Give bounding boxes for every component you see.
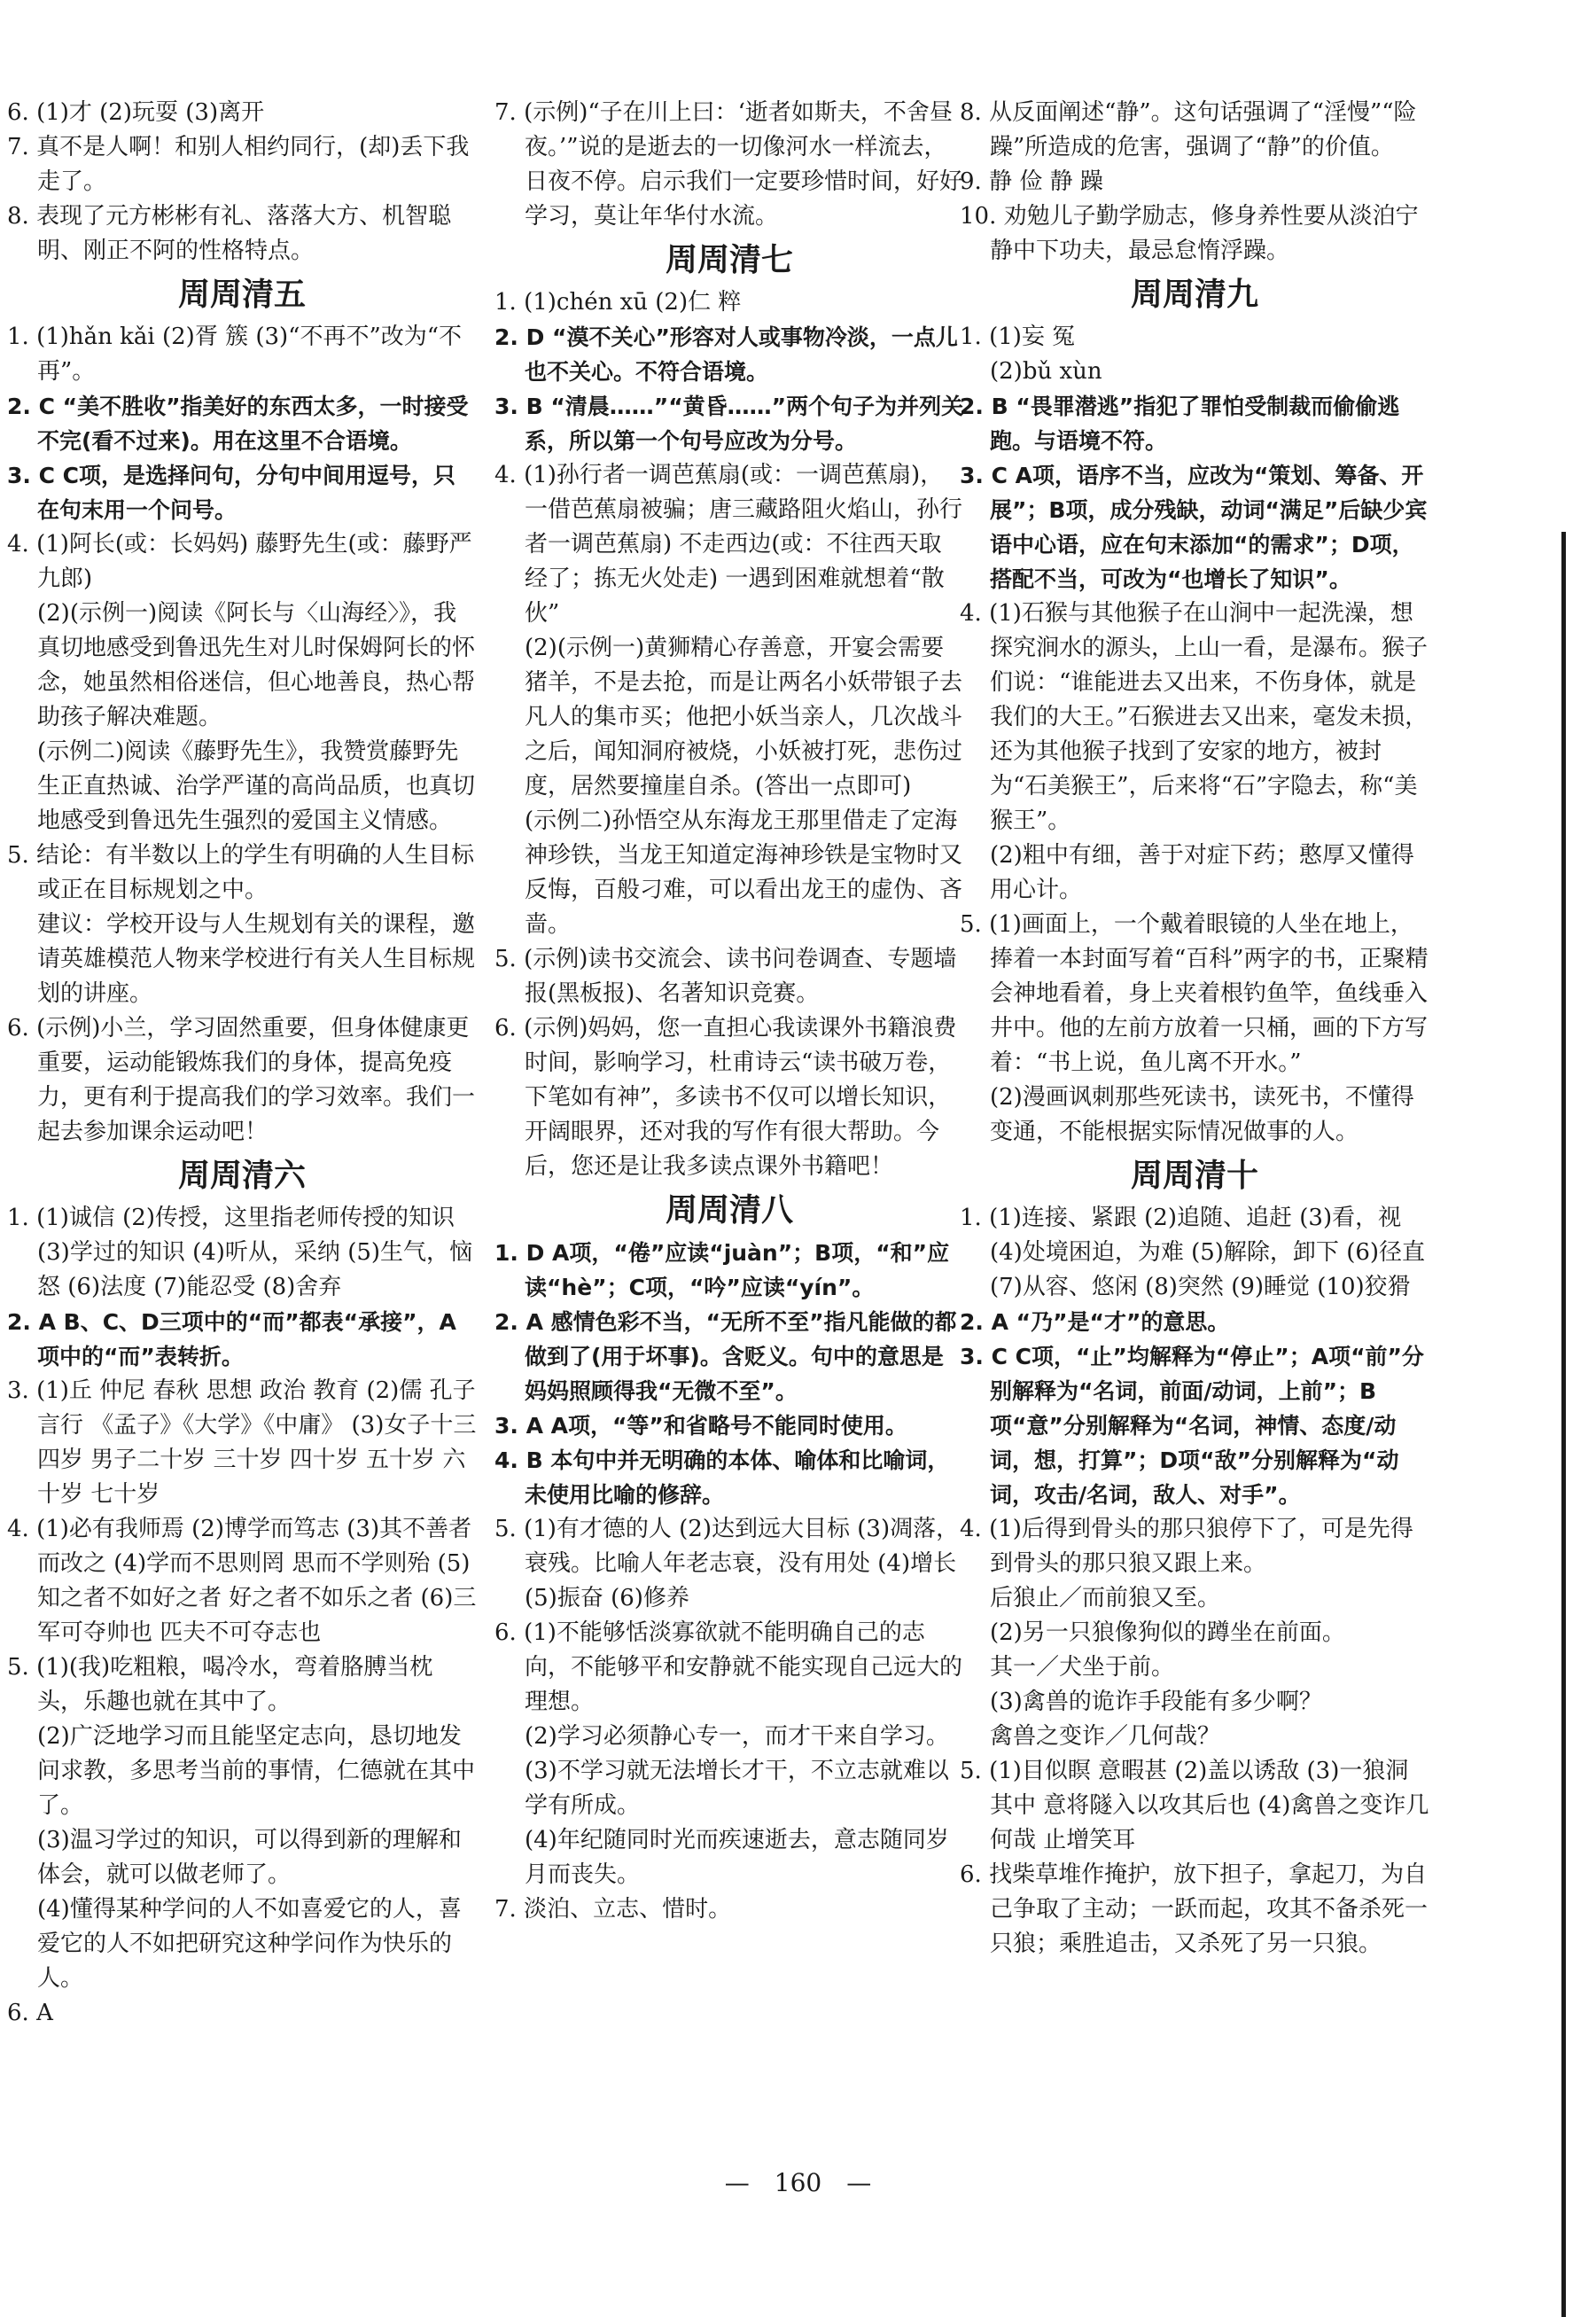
- answer-subline: (2)漫画讽刺那些死读书，读死书，不懂得变通，不能根据实际情况做事的人。: [990, 1084, 1414, 1145]
- answer-line: 5. (1)有才德的人 (2)达到远大目标 (3)凋落，衰残。比喻人年老志衰，没有用处 (4)增长 (5)振奋 (6)修养: [494, 1516, 960, 1611]
- answer-line: 6. 找柴草堆作掩护，放下担子，拿起刀，为自己争取了主动；一跃而起，攻其不备杀死一只狼；乘胜追击，又杀死了另一只狼。: [960, 1861, 1429, 1957]
- answer-line: 4. (1)必有我师焉 (2)博学而笃志 (3)其不善者而改之 (4)学而不思则罔 思而不学则殆 (5)知之者不如好之者 好之者不如乐之者 (6)三军可夺帅也 匹夫不可夺志也: [7, 1516, 477, 1646]
- answer-item: [7, 1305, 477, 1374]
- answer-item: [494, 1408, 964, 1443]
- answer-line: 3. C A项，语序不当，应改为“策划、筹备、开展”；B项，成分残缺，动词“满足”后缺少宾语中心语，应在句末添加“的需求”；D项，搭配不当，可改为“也增长了知识”。: [960, 463, 1428, 592]
- answer-line: 4. (1)阿长(或：长妈妈) 藤野先生(或：藤野严九郎): [7, 531, 472, 592]
- answer-subline: 禽兽之变诈／几何哉？: [990, 1723, 1221, 1750]
- answer-line: 2. A B、C、D三项中的“而”都表“承接”，A项中的“而”表转折。: [7, 1309, 456, 1369]
- answer-item: [494, 389, 964, 458]
- page-number-value: 160: [774, 2168, 822, 2197]
- answer-line: 9. 静 俭 静 躁: [960, 168, 1103, 195]
- answer-item: [494, 1616, 964, 1892]
- answer-line: 3. (1)丘 仲尼 春秋 思想 政治 教育 (2)儒 孔子 言行 《孟子》《大学》《中庸》 (3)女子十三四岁 男子二十岁 三十岁 四十岁 五十岁 六十岁 七十岁: [7, 1377, 477, 1508]
- answer-item: [960, 165, 1429, 199]
- answer-subline: 后狼止／而前狼又至。: [990, 1585, 1221, 1611]
- answer-item: [7, 1201, 477, 1305]
- answer-item: [7, 839, 477, 1011]
- answer-subline: 建议：学校开设与人生规划有关的课程，邀请英雄模范人物来学校进行有关人生目标规划的讲座。: [37, 911, 476, 1007]
- answer-line: 1. (1)chén xū (2)仁 粹: [494, 289, 742, 316]
- answer-line: 5. (1)画面上，一个戴着眼镜的人坐在地上，捧着一本封面写着“百科”两字的书，正聚精会神地看着，身上夹着根钓鱼竿，鱼线垂入井中。他的左前方放着一只桶，画的下方写着：“书上说，鱼儿离不开水。”: [960, 911, 1429, 1076]
- answer-item: [960, 1305, 1429, 1339]
- answer-item: [960, 1754, 1429, 1858]
- answer-item: [960, 908, 1429, 1150]
- answer-item: [960, 199, 1429, 269]
- answer-item: [7, 130, 477, 199]
- answer-subline: (3)温习学过的知识，可以得到新的理解和体会，就可以做老师了。: [37, 1827, 462, 1888]
- answer-subline: (示例二)阅读《藤野先生》，我赞赏藤野先生正直热诚、治学严谨的高尚品质，也真切地感受到鲁迅先生强烈的爱国主义情感。: [37, 738, 476, 834]
- answer-subline: (示例二)孙悟空从东海龙王那里借走了定海神珍铁，当龙王知道定海神珍铁是宝物时又反悔，百般刁难，可以看出龙王的虚伪、吝啬。: [525, 807, 963, 938]
- answer-item: [494, 1892, 964, 1927]
- answer-item: [494, 942, 964, 1011]
- answer-item: [960, 597, 1429, 908]
- section-heading: 周周清七: [665, 242, 793, 278]
- answer-subline: (3)禽兽的诡诈手段能有多少啊？: [990, 1689, 1322, 1715]
- answer-item: [7, 1011, 477, 1150]
- answer-subline: (3)不学习就无法增长才干，不立志就难以学有所成。: [525, 1758, 949, 1819]
- answer-line: 5. (示例)读书交流会、读书问卷调查、专题墙报(黑板报)、名著知识竞赛。: [494, 946, 957, 1007]
- answer-column-3: [960, 96, 1429, 1962]
- answer-item: [494, 320, 964, 389]
- answer-line: 5. 结论：有半数以上的学生有明确的人生目标或正在目标规划之中。: [7, 842, 475, 903]
- answer-item: [494, 458, 964, 942]
- answer-item: [7, 389, 477, 458]
- answer-item: [960, 1339, 1429, 1512]
- answer-item: [7, 1512, 477, 1650]
- answer-subline: (2)另一只狼像狗似的蹲坐在前面。: [990, 1619, 1345, 1646]
- answer-item: [7, 320, 477, 389]
- answer-line: 2. A “乃”是“才”的意思。: [960, 1309, 1230, 1335]
- answer-line: 1. (1)连接、紧跟 (2)追随、追赶 (3)看，视 (4)处境困迫，为难 (5)解除，卸下 (6)径直 (7)从容、悠闲 (8)突然 (9)睡觉 (10)狡猾: [960, 1205, 1426, 1300]
- answer-subline: (2)(示例一)阅读《阿长与〈山海经〉》，我真切地感受到鲁迅先生对儿时保姆阿长的怀念，她虽然相俗迷信，但心地善良，热心帮助孩子解决难题。: [37, 600, 476, 730]
- answer-line: 8. 从反面阐述“静”。这句话强调了“淫慢”“险躁”所造成的危害，强调了“静”的价值。: [960, 99, 1417, 160]
- answer-item: [960, 96, 1429, 165]
- answer-item: [7, 199, 477, 269]
- answer-line: 1. D A项，“倦”应读“juàn”；B项，“和”应读“hè”；C项，“吟”应读“yín”。: [494, 1240, 950, 1300]
- answer-item: [494, 1305, 964, 1408]
- answer-line: 6. (示例)妈妈，您一直担心我读课外书籍浪费时间，影响学习，杜甫诗云“读书破万卷，下笔如有神”，多读书不仅可以增长知识，开阔眼界，还对我的写作有很大帮助。今后，您还是让我多读点课外书籍吧！: [494, 1015, 957, 1180]
- answer-line: 5. (1)(我)吃粗粮，喝冷水，弯着胳膊当枕头，乐趣也就在其中了。: [7, 1654, 433, 1715]
- answer-subline: (2)广泛地学习而且能坚定志向，恳切地发问求教，多思考当前的事情，仁德就在其中了。: [37, 1723, 476, 1819]
- page-number: [0, 2168, 1596, 2197]
- answer-item: [494, 1011, 964, 1184]
- answer-subline: (2)(示例一)黄狮精心存善意，开宴会需要猪羊，不是去抢，而是让两名小妖带银子去凡人的集市买；他把小妖当亲人，几次战斗之后，闻知洞府被烧，小妖被打死，悲伤过度，居然要撞崖自杀。(答出一点即可): [525, 635, 963, 800]
- answer-line: 3. C C项，“止”均解释为“停止”；A项“前”分别解释为“名词，前面/动词，上前”；B项“意”分别解释为“名词，神情、态度/动词，想，打算”；D项“敌”分别解释为“动词，攻击/名词，敌人、对手”。: [960, 1344, 1424, 1508]
- answer-item: [494, 96, 964, 234]
- answer-line: 6. (示例)小兰，学习固然重要，但身体健康更重要，运动能锻炼我们的身体，提高免疫力，更有利于提高我们的学习效率。我们一起去参加课余运动吧！: [7, 1015, 476, 1145]
- answer-line: 5. (1)目似瞑 意暇甚 (2)盖以诱敌 (3)一狼洞其中 意将隧入以攻其后也 (4)禽兽之变诈几何哉 止增笑耳: [960, 1758, 1429, 1853]
- answer-item: [494, 1443, 964, 1512]
- answer-item: [960, 1201, 1429, 1305]
- dash-left: —: [724, 2168, 750, 2197]
- answer-subline: (4)年纪随同时光而疾速逝去，意志随同岁月而丧失。: [525, 1827, 949, 1888]
- answer-line: 10. 劝勉儿子勤学励志，修身养性要从淡泊宁静中下功夫，最忌怠惰浮躁。: [960, 203, 1419, 264]
- answer-column-2: [494, 96, 964, 1927]
- answer-line: 3. A A项，“等”和省略号不能同时使用。: [494, 1413, 907, 1439]
- section-heading: 周周清八: [665, 1192, 793, 1229]
- answer-line: 1. (1)hǎn kǎi (2)胥 簇 (3)“不再不”改为“不再”。: [7, 324, 463, 385]
- answer-line: 2. D “漠不关心”形容对人或事物冷淡，一点儿也不关心。不符合语境。: [494, 324, 958, 385]
- answer-item: [960, 389, 1429, 458]
- answer-line: 2. B “畏罪潜逃”指犯了罪怕受制裁而偷偷逃跑。与语境不符。: [960, 394, 1400, 454]
- answer-item: [7, 1374, 477, 1512]
- answer-line: 4. (1)后得到骨头的那只狼停下了，可是先得到骨头的那只狼又跟上来。: [960, 1516, 1413, 1577]
- answer-item: [960, 1512, 1429, 1754]
- answer-line: 7. (示例)“子在川上曰：‘逝者如斯夫，不舍昼夜。’”说的是逝去的一切像河水一样流去，日夜不停。启示我们一定要珍惜时间，好好学习，莫让年华付水流。: [494, 99, 963, 230]
- answer-item: [7, 1650, 477, 1996]
- answer-line: 3. C C项，是选择问句，分句中间用逗号，只在句末用一个问号。: [7, 463, 455, 523]
- answer-item: [960, 1858, 1429, 1962]
- answer-item: [7, 527, 477, 839]
- answer-item: [494, 1512, 964, 1616]
- answer-item: [960, 458, 1429, 597]
- section-heading: 周周清五: [177, 277, 306, 313]
- answer-line: 2. A 感情色彩不当，“无所不至”指凡能做的都做到了(用于坏事)。含贬义。句中的意思是妈妈照顾得我“无微不至”。: [494, 1309, 957, 1404]
- answer-line: 6. (1)不能够恬淡寡欲就不能明确自己的志向，不能够平和安静就不能实现自己远大的理想。: [494, 1619, 963, 1715]
- answer-subline: (2)学习必须静心专一，而才干来自学习。: [525, 1723, 949, 1750]
- answer-line: 3. B “清晨……”“黄昏……”两个句子为并列关系，所以第一个句号应改为分号。: [494, 394, 964, 454]
- answer-subline: (2)粗中有细，善于对症下药；憨厚又懂得用心计。: [990, 842, 1414, 903]
- answer-item: [494, 285, 964, 320]
- answer-line: 6. (1)才 (2)玩耍 (3)离开: [7, 99, 265, 126]
- answer-line: 1. (1)诚信 (2)传授，这里指老师传授的知识 (3)学过的知识 (4)听从，采纳 (5)生气，恼怒 (6)法度 (7)能忍受 (8)舍弃: [7, 1205, 473, 1300]
- answer-line: 8. 表现了元方彬彬有礼、落落大方、机智聪明、刚正不阿的性格特点。: [7, 203, 452, 264]
- section-heading: 周周清九: [1130, 277, 1258, 313]
- page-edge-shadow: [1561, 532, 1566, 2317]
- section-heading: 周周清六: [177, 1158, 306, 1194]
- answer-item: [494, 1236, 964, 1305]
- answer-subline: 其一／犬坐于前。: [990, 1654, 1175, 1681]
- answer-line: 7. 淡泊、立志、惜时。: [494, 1896, 732, 1923]
- answer-column-1: [7, 96, 477, 2031]
- answer-line: 1. (1)妄 冤: [960, 324, 1076, 350]
- answer-item: [960, 320, 1429, 389]
- answer-item: [7, 458, 477, 527]
- answer-line: 2. C “美不胜收”指美好的东西太多，一时接受不完(看不过来)。用在这里不合语境。: [7, 394, 469, 454]
- answer-line: 4. (1)石猴与其他猴子在山涧中一起洗澡，想探究涧水的源头，上山一看，是瀑布。猴子们说：“谁能进去又出来，不伤身体，就是我们的大王。”石猴进去又出来，毫发未损，还为其他猴子找到了安家的地方，被封为“石美猴王”，后来将“石”字隐去，称“美猴王”。: [960, 600, 1429, 834]
- answer-line: 4. B 本句中并无明确的本体、喻体和比喻词，未使用比喻的修辞。: [494, 1447, 950, 1508]
- section-heading: 周周清十: [1130, 1158, 1258, 1194]
- answer-subline: (2)bǔ xùn: [990, 358, 1102, 385]
- answer-item: [7, 1996, 477, 2031]
- answer-subline: (4)懂得某种学问的人不如喜爱它的人，喜爱它的人不如把研究这种学问作为快乐的人。: [37, 1896, 462, 1992]
- answer-line: 6. A: [7, 2000, 53, 2026]
- answer-item: [7, 96, 477, 130]
- dash-right: —: [846, 2168, 872, 2197]
- answer-line: 7. 真不是人啊！和别人相约同行，(却)丢下我走了。: [7, 134, 470, 195]
- answer-line: 4. (1)孙行者一调芭蕉扇(或：一调芭蕉扇)，一借芭蕉扇被骗；唐三藏路阻火焰山，孙行者一调芭蕉扇) 不走西边(或：不往西天取经了；拣无火处走) 一遇到困难就想着“散伙”: [494, 462, 963, 627]
